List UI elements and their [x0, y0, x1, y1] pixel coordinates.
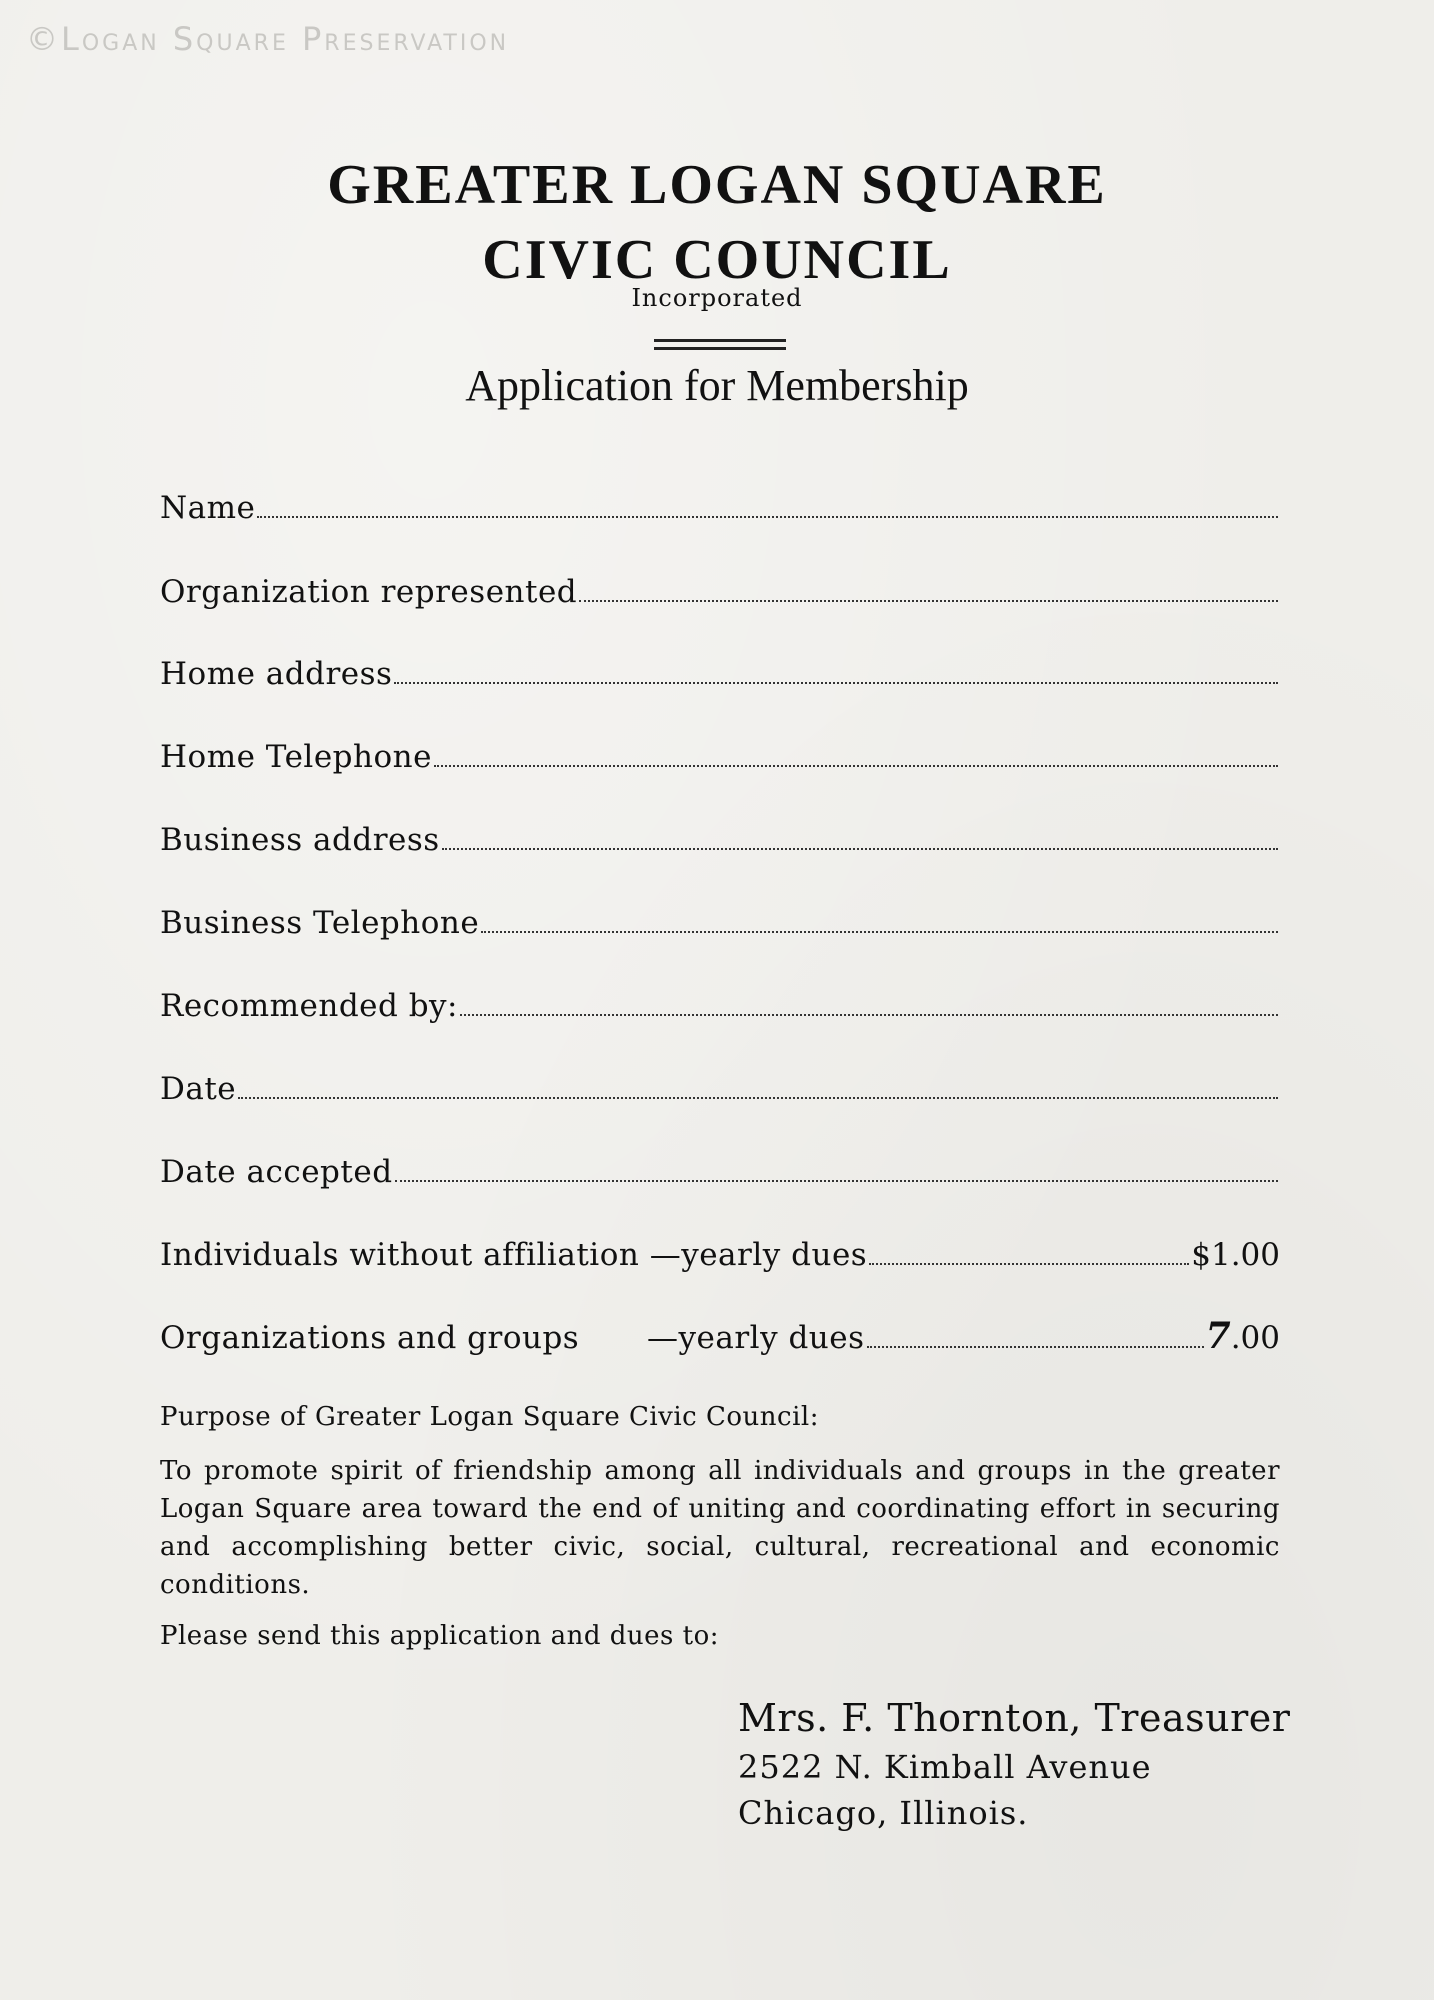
dues-leader-dots: [869, 1263, 1189, 1265]
city-address: Chicago, Illinois.: [738, 1794, 1029, 1832]
fill-line[interactable]: [481, 931, 1278, 933]
handwritten-amount: 7: [1205, 1315, 1231, 1357]
field-label: Date: [160, 1071, 237, 1107]
recommended-by-field[interactable]: [160, 978, 1280, 1022]
field-label: Business Telephone: [160, 905, 480, 941]
incorporated-label: Incorporated: [631, 284, 803, 312]
fill-line[interactable]: [395, 1180, 1278, 1182]
date-field[interactable]: [160, 1061, 1280, 1105]
fill-line[interactable]: [579, 600, 1278, 602]
home-address-field[interactable]: [160, 646, 1280, 690]
fill-line[interactable]: [442, 848, 1278, 850]
field-label: Organization represented: [160, 574, 578, 610]
name-field[interactable]: [160, 480, 1280, 524]
organization-dues-row: [160, 1310, 1280, 1357]
form-subtitle: Application for Membership: [465, 361, 969, 410]
dues-label: Organizations and groups: [160, 1320, 580, 1356]
purpose-text: To promote spirit of friendship among all individuals and groups in the greater Logan Square area toward the end of uniting and coordinating effort in securing and accomplishing better civic, social, cultural, recreational and economic conditions.: [160, 1456, 1280, 1600]
individual-dues-row: [160, 1227, 1280, 1271]
fill-line[interactable]: [238, 1097, 1278, 1099]
business-telephone-field[interactable]: [160, 895, 1280, 939]
dues-label-suffix: —yearly dues: [647, 1320, 865, 1356]
treasurer-name: Mrs. F. Thornton, Treasurer: [738, 1696, 1291, 1740]
dues-leader-dots: [867, 1346, 1204, 1348]
dues-amount: [1205, 1315, 1280, 1357]
home-telephone-field[interactable]: [160, 729, 1280, 773]
fill-line[interactable]: [434, 765, 1278, 767]
fill-line[interactable]: [394, 682, 1278, 684]
double-rule-divider: [654, 339, 786, 350]
purpose-heading: Purpose of Greater Logan Square Civic Council:: [160, 1402, 819, 1432]
title-line-2: CIVIC COUNCIL: [482, 229, 952, 291]
street-address: 2522 N. Kimball Avenue: [738, 1748, 1152, 1786]
field-label: Home address: [160, 656, 393, 692]
field-label: Home Telephone: [160, 739, 432, 775]
title-line-1: GREATER LOGAN SQUARE: [327, 154, 1107, 216]
field-label: Business address: [160, 822, 440, 858]
dues-label: Individuals without affiliation —yearly dues: [160, 1237, 868, 1273]
field-label: Recommended by:: [160, 988, 459, 1024]
business-address-field[interactable]: [160, 812, 1280, 856]
dues-amount: $1.00: [1191, 1237, 1280, 1273]
instructions: Please send this application and dues to:: [160, 1621, 719, 1651]
fill-line[interactable]: [460, 1014, 1278, 1016]
date-accepted-field[interactable]: [160, 1144, 1280, 1188]
field-label: Name: [160, 490, 256, 526]
field-label: Date accepted: [160, 1154, 393, 1190]
fill-line[interactable]: [257, 516, 1278, 518]
dues-amount-cents: .00: [1230, 1320, 1280, 1356]
watermark: ©Logan Square Preservation: [26, 20, 510, 58]
organization-field[interactable]: [160, 564, 1280, 608]
